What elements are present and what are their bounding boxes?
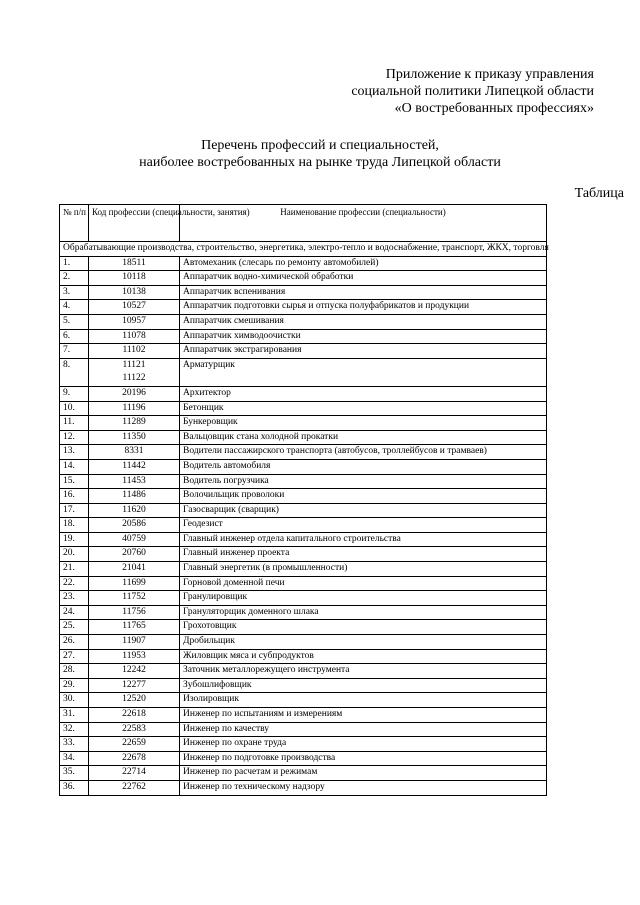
profession-code: 11442 [122,460,146,471]
row-code [89,547,180,562]
row-code [89,562,180,577]
row-number: 26. [60,635,89,650]
row-code [89,503,180,518]
profession-name: Аппаратчик водно-химической обработки [180,271,547,286]
row-number: 12. [60,430,89,445]
profession-code: 11620 [122,504,146,515]
row-code [89,401,180,416]
row-number: 16. [60,489,89,504]
table-row [60,344,547,359]
profession-code: 11907 [122,636,146,647]
profession-name: Архитектор [180,386,547,401]
row-code [89,693,180,708]
row-code [89,300,180,315]
row-code [89,329,180,344]
profession-name: Геодезист [180,518,547,533]
row-code [89,649,180,664]
row-number: 21. [60,562,89,577]
profession-code: 22659 [122,738,146,749]
row-number: 25. [60,620,89,635]
profession-name: Водитель погрузчика [180,474,547,489]
row-number: 9. [60,386,89,401]
document-title [0,137,640,171]
table-row [60,329,547,344]
profession-name: Аппаратчик вспенивания [180,285,547,300]
profession-name: Зубошлифовщик [180,678,547,693]
title-line: Перечень профессий и специальностей, [201,138,439,153]
profession-name: Автомеханик (слесарь по ремонту автомобилей) [180,256,547,271]
row-number: 36. [60,780,89,795]
profession-code: 10118 [122,272,146,283]
table-row [60,722,547,737]
row-number: 35. [60,766,89,781]
row-code [89,445,180,460]
row-number: 19. [60,532,89,547]
profession-code: 11486 [122,490,146,501]
profession-code: 40759 [122,533,146,544]
row-code [89,256,180,271]
profession-name: Аппаратчик подготовки сырья и отпуска полуфабрикатов и продукции [180,300,547,315]
profession-code: 12277 [122,679,146,690]
table-row [60,386,547,401]
profession-code: 22618 [122,709,146,719]
table-row [60,693,547,708]
row-number: 1. [60,256,89,271]
row-code [89,386,180,401]
row-number: 20. [60,547,89,562]
profession-name: Инженер по подготовке производства [180,751,547,766]
row-code [89,722,180,737]
row-number: 22. [60,576,89,591]
row-code [89,518,180,533]
row-code [89,620,180,635]
table-row [60,430,547,445]
profession-code: 20196 [122,387,146,398]
header-code: Код профессии (специальности, занятия) [89,205,180,242]
table-row [60,751,547,766]
row-code [89,358,180,386]
appendix-line: «О востребованных профессиях» [394,101,594,116]
profession-name: Изолировщик [180,693,547,708]
profession-name: Газосварщик (сварщик) [180,503,547,518]
row-code [89,474,180,489]
row-number: 28. [60,664,89,679]
profession-name: Аппаратчик экстрагирования [180,344,547,359]
row-code [89,271,180,286]
profession-code: 12242 [122,665,146,676]
row-code [89,605,180,620]
row-number: 18. [60,518,89,533]
row-code [89,664,180,679]
profession-name: Вальцовщик стана холодной прокатки [180,430,547,445]
profession-name: Водители пассажирского транспорта (автобусов, троллейбусов и трамваев) [180,445,547,460]
profession-name: Аппаратчик смешивания [180,314,547,329]
row-number: 6. [60,329,89,344]
table-row [60,489,547,504]
profession-name: Инженер по испытаниям и измерениям [180,708,547,723]
row-number: 7. [60,344,89,359]
row-number: 17. [60,503,89,518]
profession-code: 22714 [122,767,146,778]
section-row [60,242,547,257]
profession-code: 20760 [122,548,146,559]
appendix-line: социальной политики Липецкой области [351,84,594,99]
profession-code: 22762 [122,781,146,792]
profession-name: Водитель автомобиля [180,459,547,474]
table-header-row [60,205,547,242]
profession-code: 11765 [122,621,146,632]
profession-name: Инженер по охране труда [180,737,547,752]
row-number: 23. [60,591,89,606]
row-code [89,416,180,431]
row-code [89,780,180,795]
profession-code: 10527 [122,301,146,312]
table-row [60,532,547,547]
profession-name: Бункеровщик [180,416,547,431]
table-row [60,649,547,664]
profession-code: 11196 [122,402,146,413]
profession-name: Инженер по техническому надзору [180,780,547,795]
profession-name: Инженер по расчетам и режимам [180,766,547,781]
row-number: 8. [60,358,89,386]
row-code [89,532,180,547]
row-number: 11. [60,416,89,431]
table-row [60,401,547,416]
profession-name: Главный инженер отдела капитального строительства [180,532,547,547]
table-row [60,474,547,489]
row-code [89,766,180,781]
profession-name: Аппаратчик химводоочистки [180,329,547,344]
row-number: 30. [60,693,89,708]
profession-name: Гранулировщик [180,591,547,606]
table-row [60,591,547,606]
table-row [60,518,547,533]
profession-code: 11756 [122,606,146,617]
profession-name: Главный энергетик (в промышленности) [180,562,547,577]
profession-code: 11289 [122,417,146,428]
table-row [60,503,547,518]
row-number: 31. [60,708,89,723]
professions-table [59,204,547,796]
row-number: 4. [60,300,89,315]
profession-code: 21041 [122,563,146,574]
profession-name: Главный инженер проекта [180,547,547,562]
row-code [89,576,180,591]
title-line: наиболее востребованных на рынке труда Липецкой области [139,155,501,170]
table-row [60,300,547,315]
profession-code: 11122 [122,373,146,384]
profession-code: 22583 [122,723,146,734]
row-code [89,751,180,766]
profession-code: 11121 [122,359,146,370]
row-code [89,285,180,300]
table-row [60,285,547,300]
profession-name: Арматурщик [180,358,547,386]
row-code [89,635,180,650]
row-number: 13. [60,445,89,460]
row-number: 24. [60,605,89,620]
profession-name: Инженер по качеству [180,722,547,737]
table-row [60,547,547,562]
row-number: 29. [60,678,89,693]
row-code [89,430,180,445]
table-row [60,766,547,781]
row-number: 14. [60,459,89,474]
table-row [60,459,547,474]
profession-name: Волочильщик проволоки [180,489,547,504]
profession-code: 18511 [122,257,146,268]
row-code [89,737,180,752]
profession-code: 11102 [122,345,146,356]
row-number: 33. [60,737,89,752]
header-name: Наименование профессии (специальности) [180,205,547,242]
row-number: 5. [60,314,89,329]
row-code [89,314,180,329]
profession-name: Жиловщик мяса и субпродуктов [180,649,547,664]
profession-code: 11953 [122,650,146,661]
profession-code: 8331 [124,446,144,457]
row-code [89,344,180,359]
row-number: 10. [60,401,89,416]
profession-code: 10957 [122,315,146,326]
table-row [60,605,547,620]
profession-code: 12520 [122,694,146,705]
profession-code: 11699 [122,577,146,588]
row-number: 32. [60,722,89,737]
row-number: 3. [60,285,89,300]
table-row [60,576,547,591]
table-row [60,256,547,271]
table-row [60,635,547,650]
table-row [60,737,547,752]
row-code [89,708,180,723]
table-row [60,664,547,679]
profession-code: 11453 [122,475,146,486]
profession-code: 10138 [122,286,146,297]
table-row [60,271,547,286]
appendix-note [351,66,594,117]
table-row [60,445,547,460]
table-row [60,780,547,795]
row-code [89,591,180,606]
table-row [60,678,547,693]
row-number: 34. [60,751,89,766]
profession-name: Грохотовщик [180,620,547,635]
table-label: Таблица [574,186,624,201]
profession-name: Бетонщик [180,401,547,416]
profession-name: Горновой доменной печи [180,576,547,591]
row-number: 15. [60,474,89,489]
profession-name: Грануляторщик доменного шлака [180,605,547,620]
profession-name: Заточник металлорежущего инструмента [180,664,547,679]
row-code [89,459,180,474]
section-title: Обрабатывающие производства, строительство, энергетика, электро-тепло и водоснабжение, транспорт, ЖКХ, торговля [60,242,547,257]
table-row [60,314,547,329]
profession-code: 11350 [122,431,146,442]
table-row [60,416,547,431]
header-num: № п/п [60,205,89,242]
table-row [60,358,547,386]
row-number: 2. [60,271,89,286]
table-row [60,620,547,635]
profession-code: 11752 [122,592,146,603]
profession-name: Дробильщик [180,635,547,650]
appendix-line: Приложение к приказу управления [385,67,594,82]
row-number: 27. [60,649,89,664]
row-code [89,678,180,693]
profession-code: 20586 [122,519,146,530]
table-row [60,562,547,577]
profession-code: 22678 [122,752,146,763]
table-row [60,708,547,723]
row-code [89,489,180,504]
profession-code: 11078 [122,330,146,341]
